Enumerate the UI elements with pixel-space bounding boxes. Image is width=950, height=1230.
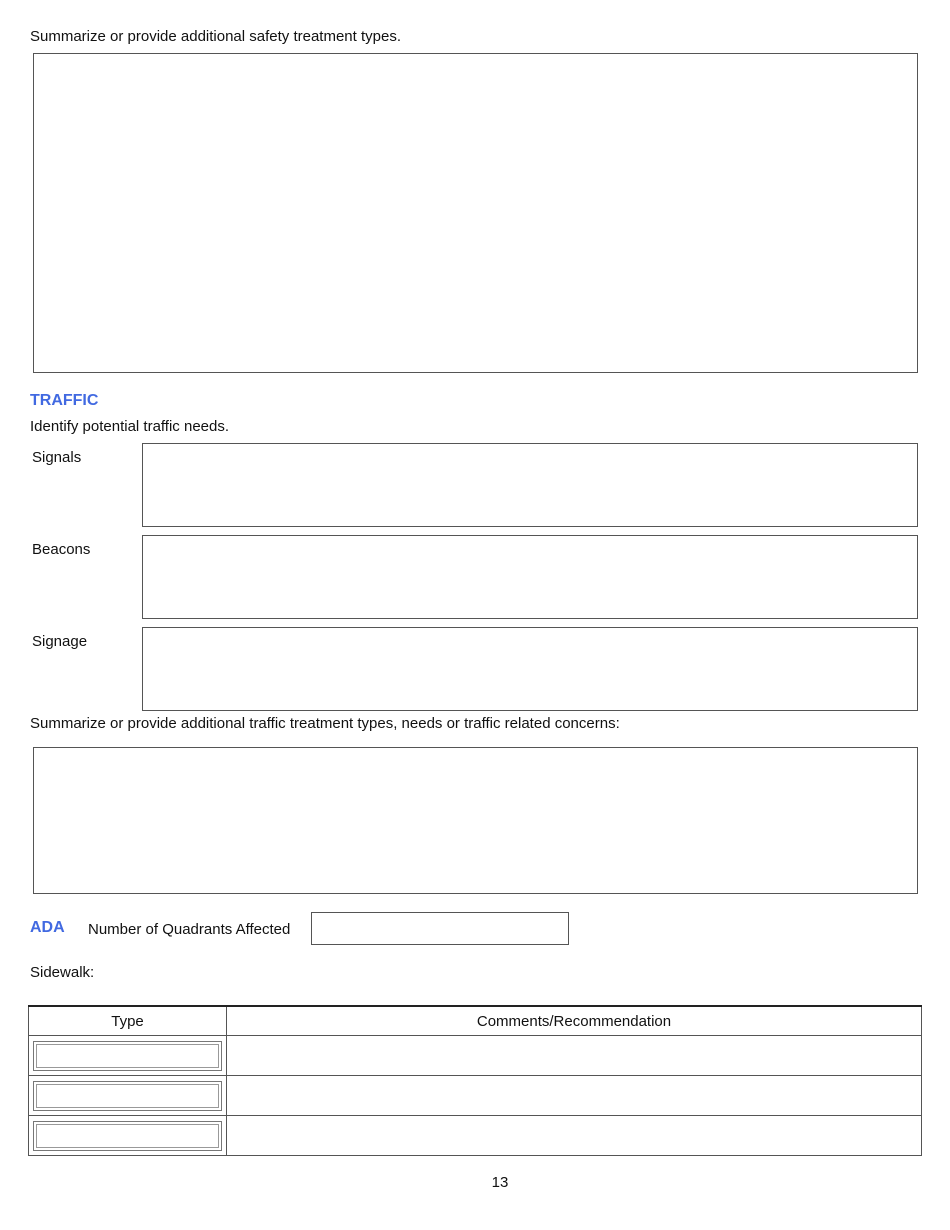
traffic-summary-prompt: Summarize or provide additional traffic treatment types, needs or traffic related concerns: xyxy=(30,715,620,732)
type-cell xyxy=(29,1076,227,1116)
table-row xyxy=(29,1076,922,1116)
type-cell xyxy=(29,1116,227,1156)
signage-field[interactable] xyxy=(142,627,918,711)
signals-label: Signals xyxy=(32,449,82,466)
traffic-intro: Identify potential traffic needs. xyxy=(30,418,230,435)
quadrants-field[interactable] xyxy=(311,912,569,945)
sidewalk-label: Sidewalk: xyxy=(30,964,95,981)
beacons-label: Beacons xyxy=(32,541,91,558)
signage-label: Signage xyxy=(32,633,88,650)
type-cell xyxy=(29,1036,227,1076)
traffic-summary-textarea[interactable] xyxy=(33,747,918,894)
comments-cell[interactable] xyxy=(227,1036,922,1076)
type-input[interactable] xyxy=(33,1081,222,1111)
table-header-row xyxy=(29,1006,922,1036)
safety-summary-prompt: Summarize or provide additional safety treatment types. xyxy=(30,28,402,45)
table-row xyxy=(29,1116,922,1156)
page-number: 13 xyxy=(491,1174,509,1191)
type-input[interactable] xyxy=(33,1121,222,1151)
comments-cell[interactable] xyxy=(227,1116,922,1156)
column-header-type: Type xyxy=(29,1006,227,1036)
safety-summary-textarea[interactable] xyxy=(33,53,918,373)
signals-field[interactable] xyxy=(142,443,918,527)
column-header-comments: Comments/Recommendation xyxy=(227,1006,922,1036)
table-row xyxy=(29,1036,922,1076)
comments-cell[interactable] xyxy=(227,1076,922,1116)
sidewalk-table xyxy=(28,1005,922,1156)
traffic-heading: TRAFFIC xyxy=(30,392,99,409)
quadrants-label: Number of Quadrants Affected xyxy=(88,921,291,938)
ada-heading: ADA xyxy=(30,919,65,936)
beacons-field[interactable] xyxy=(142,535,918,619)
type-input[interactable] xyxy=(33,1041,222,1071)
